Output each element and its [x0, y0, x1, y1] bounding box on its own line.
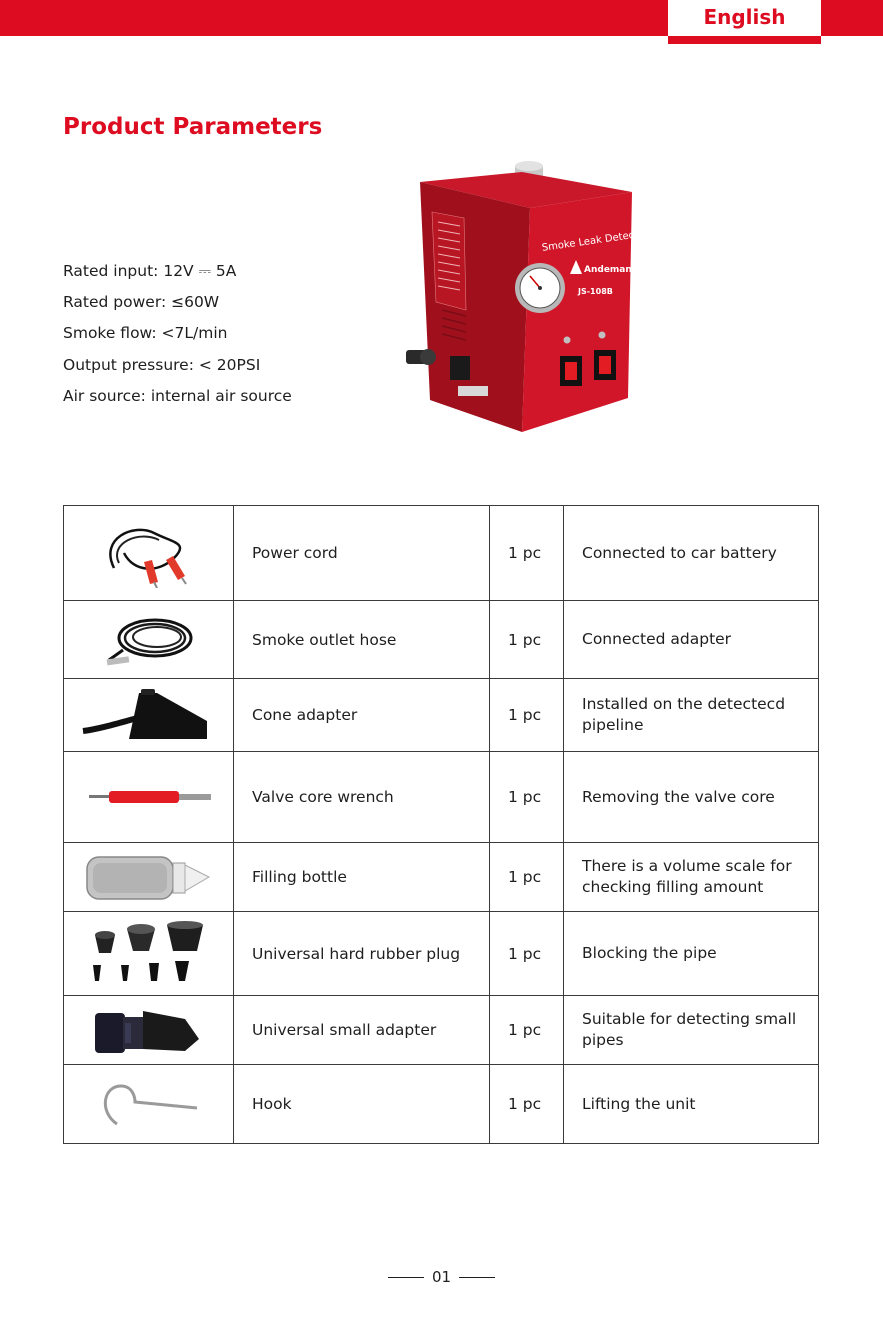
accessory-desc: Blocking the pipe: [564, 912, 819, 996]
power-cord-image: [94, 518, 204, 588]
accessory-qty: 1 pc: [490, 679, 564, 752]
accessory-name: Valve core wrench: [234, 752, 490, 843]
accessory-image: [64, 843, 234, 912]
accessory-name: Universal small adapter: [234, 996, 490, 1065]
table-row: [64, 912, 819, 996]
accessory-name: Smoke outlet hose: [234, 601, 490, 679]
param-air-source: Air source: internal air source: [63, 386, 292, 405]
product-label-model: JS-108B: [578, 287, 613, 296]
rubber-plugs-image: [79, 921, 219, 987]
page-number-rule-right: [459, 1277, 495, 1278]
accessory-qty: 1 pc: [490, 1065, 564, 1144]
language-tab-underline: [668, 36, 821, 44]
accessory-image: [64, 912, 234, 996]
accessory-desc: Removing the valve core: [564, 752, 819, 843]
hook-image: [89, 1074, 209, 1134]
accessory-image: [64, 1065, 234, 1144]
page-number-text: 01: [431, 1268, 452, 1286]
param-output-pressure: Output pressure: < 20PSI: [63, 355, 261, 374]
accessory-name: Cone adapter: [234, 679, 490, 752]
param-rated-input: Rated input: 12V ⎓ 5A: [63, 262, 237, 280]
table-row: [64, 752, 819, 843]
param-rated-power: Rated power: ≤60W: [63, 293, 220, 312]
accessory-desc: Connected adapter: [564, 601, 819, 679]
accessory-desc: Installed on the detectecd pipeline: [564, 679, 819, 752]
accessories-table: [63, 505, 819, 1144]
page-number: [0, 1268, 883, 1286]
parameter-list: [63, 259, 292, 415]
product-label-name: Smoke Leak Detector: [541, 228, 649, 254]
language-label: English: [703, 5, 786, 29]
language-tab[interactable]: [668, 0, 821, 44]
small-adapter-image: [89, 999, 209, 1061]
table-row: [64, 601, 819, 679]
page-number-rule-left: [388, 1277, 424, 1278]
table-row: [64, 679, 819, 752]
page-title: Product Parameters: [63, 114, 323, 140]
product-photo: [402, 160, 652, 435]
valve-core-wrench-image: [79, 777, 219, 817]
accessory-image: [64, 601, 234, 679]
accessory-qty: 1 pc: [490, 601, 564, 679]
accessory-image: [64, 679, 234, 752]
product-label-brand: Andeman: [584, 265, 632, 275]
smoke-hose-image: [99, 610, 199, 670]
accessory-image: [64, 506, 234, 601]
accessory-name: Filling bottle: [234, 843, 490, 912]
table-row: [64, 1065, 819, 1144]
accessory-desc: Suitable for detecting small pipes: [564, 996, 819, 1065]
param-smoke-flow: Smoke flow: <7L/min: [63, 324, 228, 343]
cone-adapter-image: [79, 687, 219, 743]
accessory-name: Universal hard rubber plug: [234, 912, 490, 996]
accessory-image: [64, 996, 234, 1065]
accessory-name: Power cord: [234, 506, 490, 601]
accessory-qty: 1 pc: [490, 996, 564, 1065]
accessory-qty: 1 pc: [490, 912, 564, 996]
accessory-name: Hook: [234, 1065, 490, 1144]
accessory-qty: 1 pc: [490, 752, 564, 843]
filling-bottle-image: [79, 849, 219, 905]
accessory-desc: Lifting the unit: [564, 1065, 819, 1144]
accessory-qty: 1 pc: [490, 843, 564, 912]
accessory-desc: Connected to car battery: [564, 506, 819, 601]
table-row: [64, 996, 819, 1065]
table-row: [64, 843, 819, 912]
accessory-image: [64, 752, 234, 843]
accessory-qty: 1 pc: [490, 506, 564, 601]
accessory-desc: There is a volume scale for checking filling amount: [564, 843, 819, 912]
table-row: [64, 506, 819, 601]
